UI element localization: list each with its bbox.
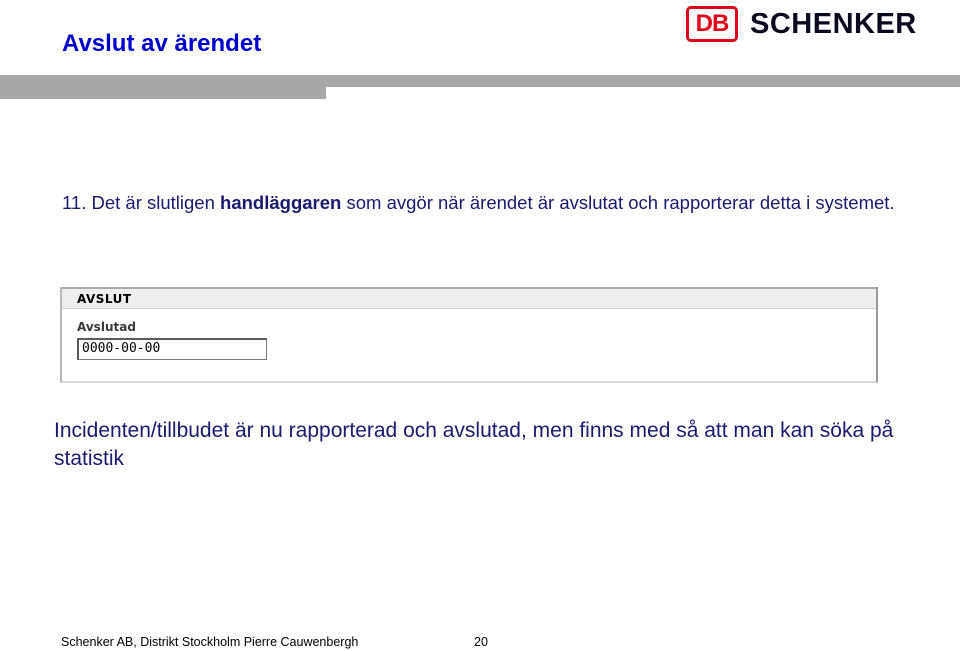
avslut-form-screenshot <box>60 287 878 383</box>
db-logo-mark: DB <box>686 6 738 42</box>
form-section-header <box>62 287 876 309</box>
header-rule-right <box>326 75 960 87</box>
step-instruction <box>62 191 922 215</box>
footer-credit: Schenker AB, Distrikt Stockholm Pierre Cauwenbergh <box>61 635 359 649</box>
avslutad-label: Avslutad <box>77 320 136 334</box>
avslutad-date-input[interactable]: 0000-00-00 <box>77 338 267 360</box>
page-number: 20 <box>474 635 488 649</box>
step-prefix: 11. Det är slutligen <box>62 192 221 213</box>
form-section-label: AVSLUT <box>77 292 132 306</box>
schenker-wordmark: SCHENKER <box>750 8 917 40</box>
step-suffix: som avgör när ärendet är avslutat och rapporterar detta i systemet. <box>341 192 895 213</box>
step-emphasis: handläggaren <box>220 192 342 213</box>
summary-text: Incidenten/tillbudet är nu rapporterad och avslutad, men finns med så att man kan söka på statistik <box>54 419 894 470</box>
header-rule-left <box>0 75 326 99</box>
page-title: Avslut av ärendet <box>62 30 262 57</box>
